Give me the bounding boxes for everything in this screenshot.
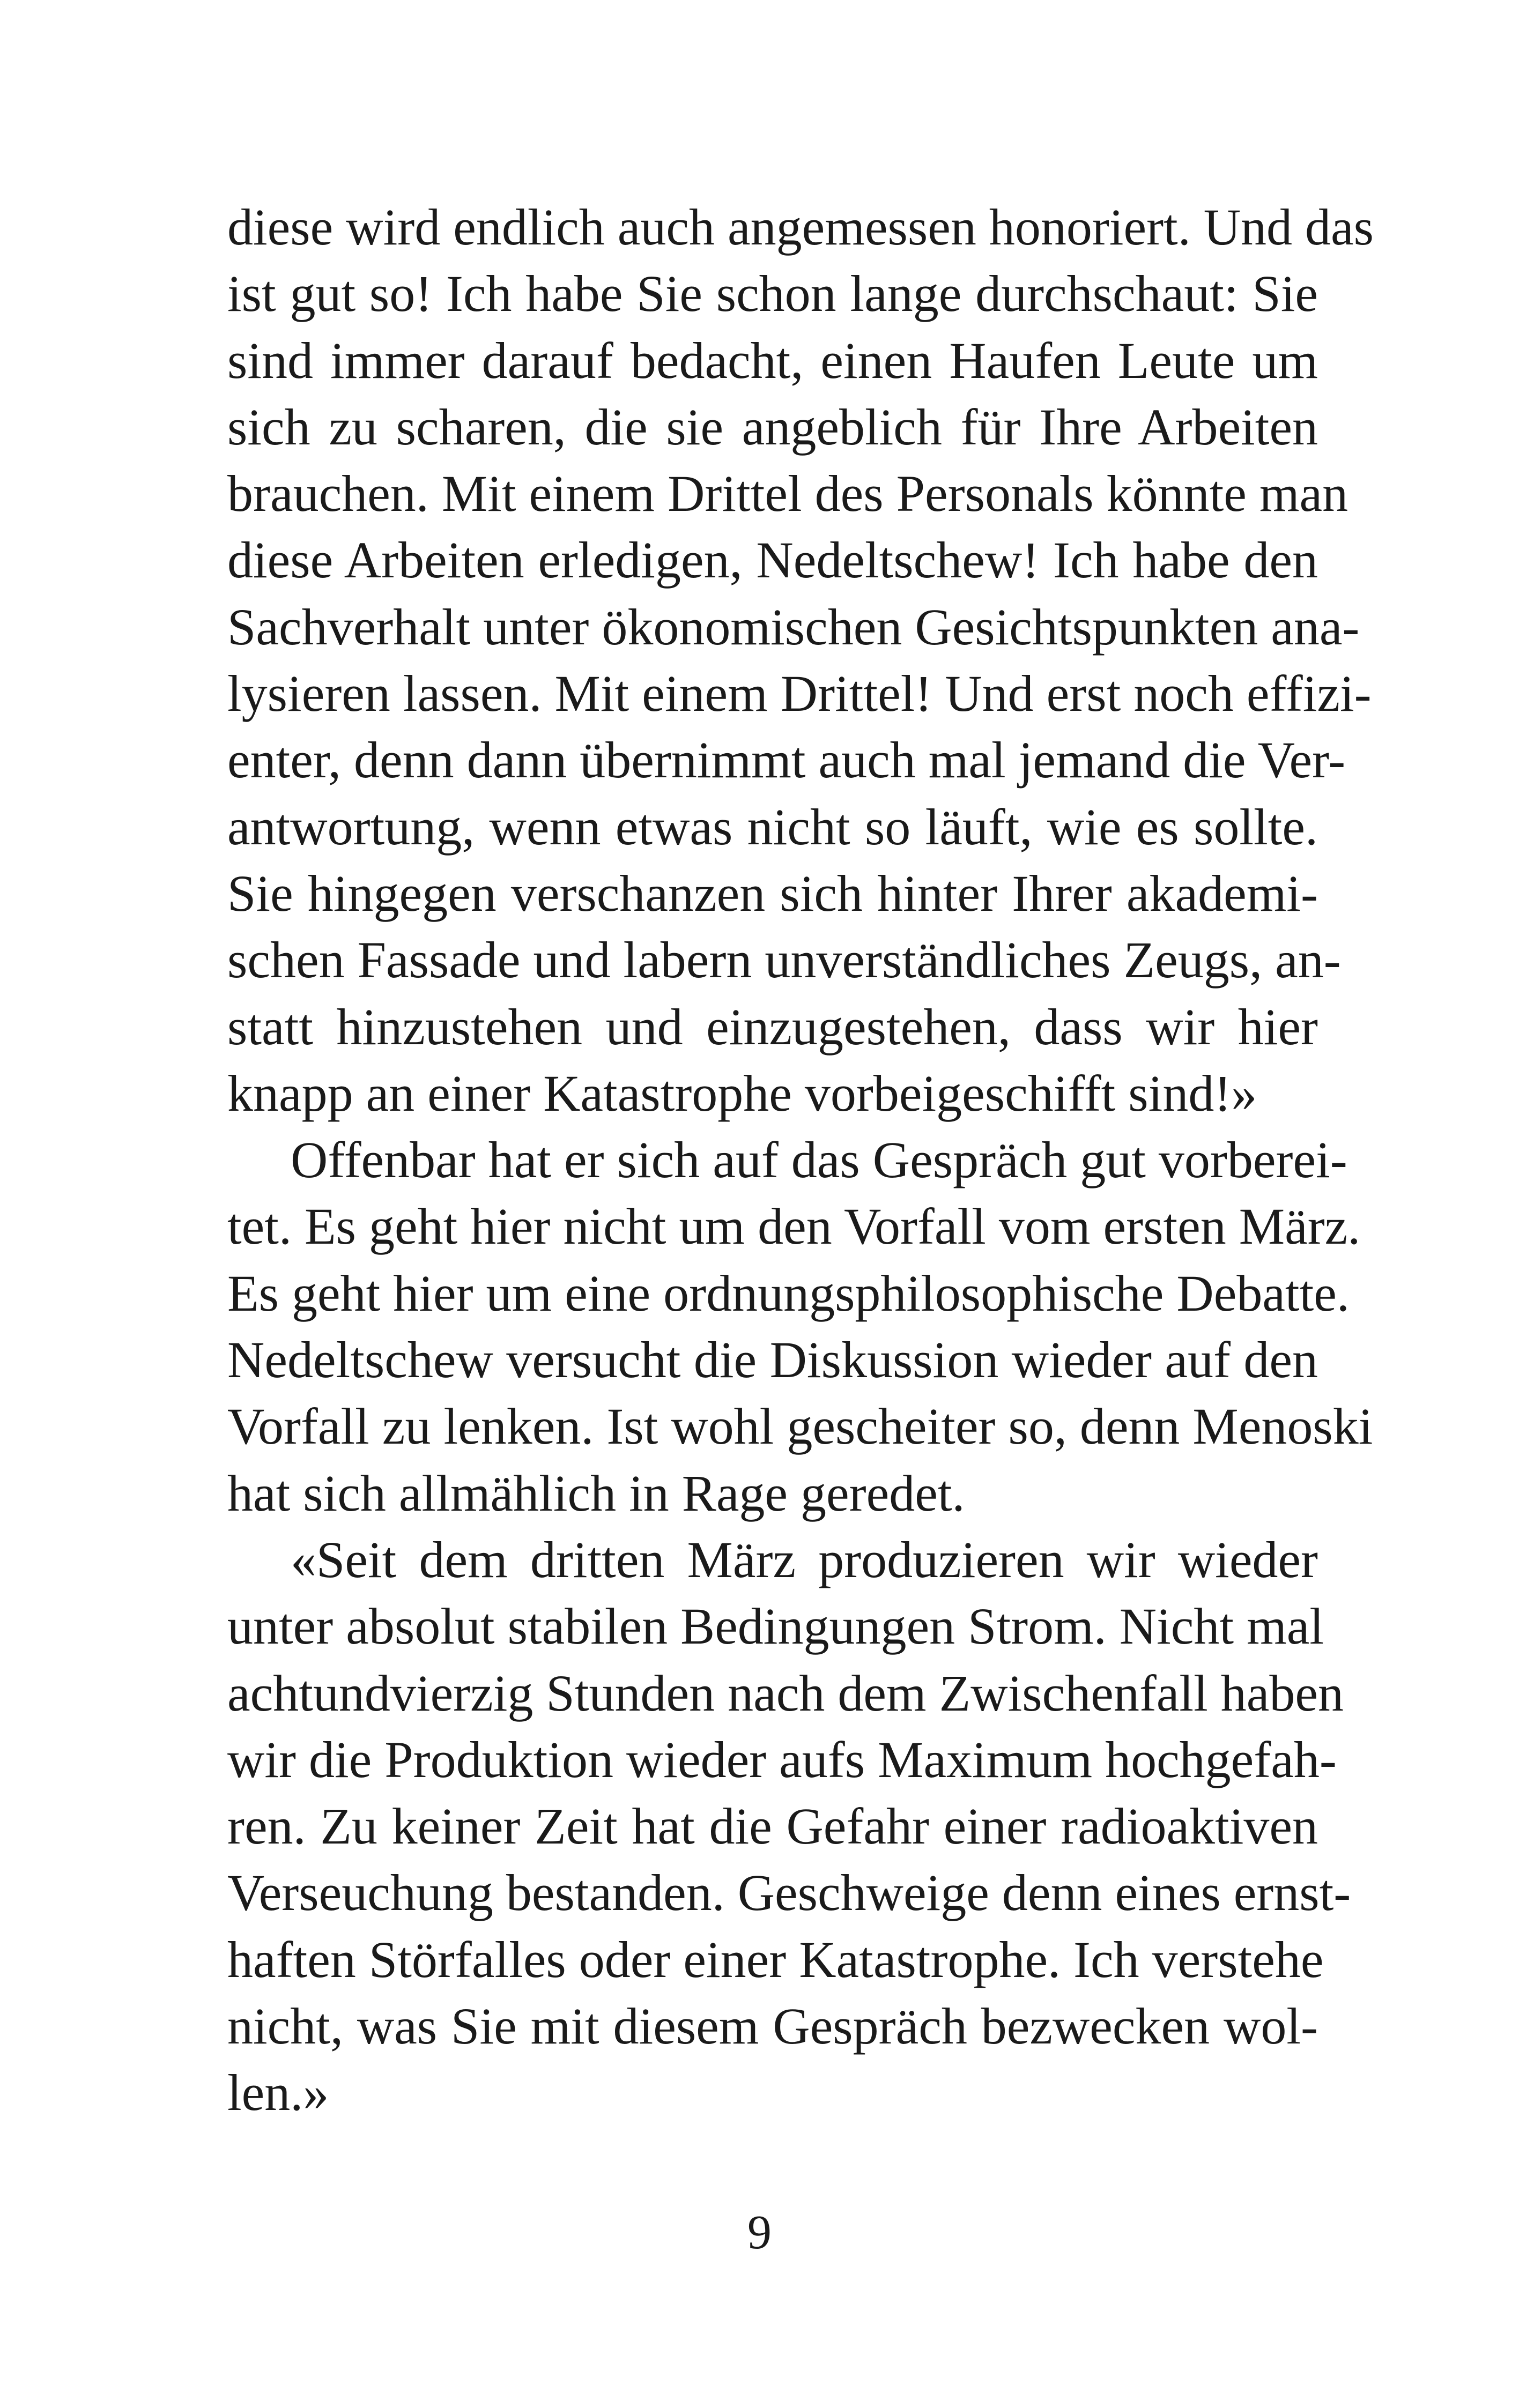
body-text (227, 194, 1374, 2127)
text-line: hat sich allmählich in Rage geredet. (227, 1464, 965, 1522)
text-line: haften Störfalles oder einer Katastrophe. Ich verstehe (227, 1930, 1324, 1988)
text-line: brauchen. Mit einem Drittel des Personals könnte man (227, 465, 1348, 523)
text-line: statt hinzustehen und einzugestehen, dass wir hier (227, 998, 1318, 1056)
text-line: schen Fassade und labern unverständliches Zeugs, an- (227, 931, 1341, 989)
text-line: knapp an einer Katastrophe vorbeigeschifft sind!» (227, 1064, 1257, 1122)
text-line: len.» (227, 2064, 329, 2122)
text-line: unter absolut stabilen Bedingungen Strom. Nicht mal (227, 1597, 1324, 1655)
text-line: Sie hingegen verschanzen sich hinter Ihrer akademi- (227, 864, 1318, 922)
text-line: Sachverhalt unter ökonomischen Gesichtspunkten ana- (227, 598, 1360, 656)
text-line: antwortung, wenn etwas nicht so läuft, wie es sollte. (227, 798, 1318, 856)
text-line: ist gut so! Ich habe Sie schon lange durchschaut: Sie (227, 265, 1318, 323)
text-line: Vorfall zu lenken. Ist wohl gescheiter so, denn Menoski (227, 1398, 1373, 1455)
text-line: Nedeltschew versucht die Diskussion wieder auf den (227, 1331, 1318, 1389)
text-line: sind immer darauf bedacht, einen Haufen Leute um (227, 331, 1318, 389)
text-line: «Seit dem dritten März produzieren wir wieder (291, 1530, 1318, 1588)
text-line: diese Arbeiten erledigen, Nedeltschew! Ich habe den (227, 531, 1318, 589)
text-line: tet. Es geht hier nicht um den Vorfall vom ersten März. (227, 1198, 1361, 1255)
text-line: ren. Zu keiner Zeit hat die Gefahr einer radioaktiven (227, 1797, 1318, 1855)
text-line: Es geht hier um eine ordnungsphilosophische Debatte. (227, 1264, 1350, 1322)
text-line: Verseuchung bestanden. Geschweige denn eines ernst- (227, 1864, 1351, 1922)
text-line: nicht, was Sie mit diesem Gespräch bezwecken wol- (227, 1997, 1318, 2055)
text-line: enter, denn dann übernimmt auch mal jemand die Ver- (227, 731, 1346, 789)
text-line: achtundvierzig Stunden nach dem Zwischenfall haben (227, 1664, 1344, 1722)
text-line: diese wird endlich auch angemessen honoriert. Und das (227, 198, 1374, 256)
text-line: lysieren lassen. Mit einem Drittel! Und erst noch effizi- (227, 665, 1372, 723)
page-number: 9 (747, 2206, 772, 2259)
text-line: wir die Produktion wieder aufs Maximum hochgefah- (227, 1730, 1337, 1788)
text-line: sich zu scharen, die sie angeblich für Ihre Arbeiten (227, 398, 1318, 456)
text-line: Offenbar hat er sich auf das Gespräch gut vorberei- (291, 1131, 1347, 1189)
